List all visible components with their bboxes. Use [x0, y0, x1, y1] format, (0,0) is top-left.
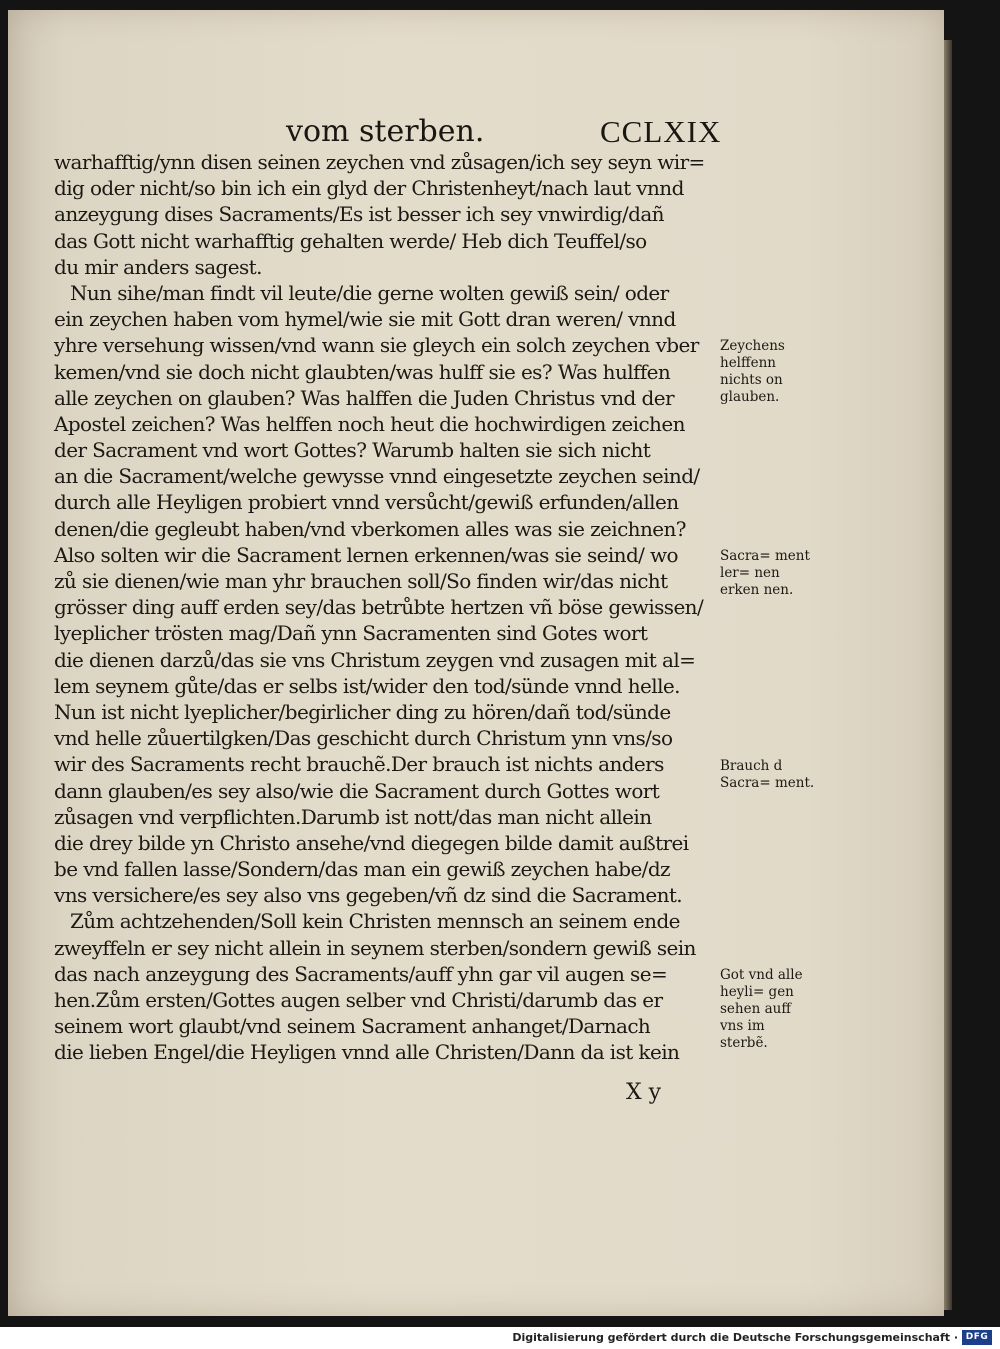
text-line: die lieben Engel/die Heyligen vnnd alle Christen/Dann da ist kein [54, 1040, 680, 1065]
text-line: alle zeychen on glauben? Was halffen die Juden Christus vnd der [54, 385, 674, 410]
text-line: seinem wort glaubt/vnd seinem Sacrament anhanget/Darnach [54, 1014, 651, 1039]
folio-number: CCLXIX [600, 114, 722, 149]
text-line: an die Sacrament/welche gewysse vnnd eingesetzte zeychen seind/ [54, 464, 700, 489]
text-line: der Sacrament vnd wort Gottes? Warumb halten sie sich nicht [54, 438, 651, 463]
body-text [54, 149, 736, 1066]
footer-bar [0, 1327, 1000, 1349]
dfg-logo: DFG [962, 1330, 992, 1345]
text-line: Nun sihe/man findt vil leute/die gerne wolten gewiß sein/ oder [70, 280, 669, 305]
page-edge [944, 40, 952, 1310]
signature-mark: X y [626, 1080, 662, 1105]
text-line: zůsagen vnd verpflichten.Darumb ist nott/das man nicht allein [54, 804, 652, 829]
text-line: denen/die gegleubt haben/vnd vberkomen alles was sie zeichnen? [54, 516, 686, 541]
running-head [8, 114, 944, 154]
margin-note: Got vnd alle heyli= gen sehen auff vns im sterbẽ. [720, 967, 803, 1052]
text-line: hen.Zům ersten/Gottes augen selber vnd Christi/darumb das er [54, 988, 663, 1012]
margin-note: Brauch d Sacra= ment. [720, 757, 815, 791]
text-line: vnd helle zůuertilgken/Das geschicht durch Christum ynn vns/so [54, 726, 673, 751]
margin-note: Sacra= ment ler= nen erken nen. [720, 548, 810, 598]
footer-credit: Digitalisierung gefördert durch die Deutsche Forschungsgemeinschaft · [512, 1331, 958, 1344]
margin-note: Zeychens helffenn nichts on glauben. [720, 338, 785, 406]
text-line: warhafftig/ynn disen seinen zeychen vnd zůsagen/ich sey seyn wir= [54, 150, 705, 174]
running-title: vom sterben. [286, 114, 485, 149]
text-line: du mir anders sagest. [54, 254, 262, 279]
text-line: Also solten wir die Sacrament lernen erkennen/was sie seind/ wo [54, 542, 678, 567]
text-line: durch alle Heyligen probiert vnnd versůcht/gewiß erfunden/allen [54, 490, 679, 515]
text-line: zweyffeln er sey nicht allein in seynem sterben/sondern gewiß sein [54, 935, 696, 960]
text-line: Apostel zeichen? Was helffen noch heut die hochwirdigen zeichen [54, 411, 685, 436]
text-line: dann glauben/es sey also/wie die Sacrament durch Gottes wort [54, 778, 660, 803]
book-page [8, 10, 944, 1316]
text-line: die drey bilde yn Christo ansehe/vnd diegegen bilde damit außtrei [54, 830, 689, 855]
text-line: Nun ist nicht lyeplicher/begirlicher ding zu hören/dañ tod/sünde [54, 699, 671, 724]
text-line: das nach anzeygung des Sacraments/auff yhn gar vil augen se= [54, 961, 668, 986]
text-line: das Gott nicht warhafftig gehalten werde/ Heb dich Teuffel/so [54, 228, 647, 253]
text-line: be vnd fallen lasse/Sondern/das man ein gewiß zeychen habe/dz [54, 857, 670, 882]
text-line: ein zeychen haben vom hymel/wie sie mit Gott dran weren/ vnnd [54, 307, 676, 332]
text-line: die dienen darzů/das sie vns Christum zeygen vnd zusagen mit al= [54, 647, 696, 672]
text-line: lyeplicher trösten mag/Dañ ynn Sacramenten sind Gotes wort [54, 621, 648, 646]
text-line: zů sie dienen/wie man yhr brauchen soll/So finden wir/das nicht [54, 569, 668, 593]
text-line: vns versichere/es sey also vns gegeben/vñ dz sind die Sacrament. [54, 883, 683, 908]
text-line: dig oder nicht/so bin ich ein glyd der Christenheyt/nach laut vnnd [54, 176, 684, 201]
text-line: lem seynem gůte/das er selbs ist/wider den tod/sünde vnnd helle. [54, 673, 680, 698]
text-line: grösser ding auff erden sey/das betrůbte hertzen vñ böse gewissen/ [54, 595, 704, 620]
text-line: yhre versehung wissen/vnd wann sie gleych ein solch zeychen vber [54, 333, 699, 358]
text-line: kemen/vnd sie doch nicht glaubten/was hulff sie es? Was hulffen [54, 359, 671, 384]
text-line: Zům achtzehenden/Soll kein Christen mennsch an seinem ende [70, 909, 680, 934]
text-line: anzeygung dises Sacraments/Es ist besser ich sey vnwirdig/dañ [54, 202, 664, 227]
text-line: wir des Sacraments recht brauchẽ.Der brauch ist nichts anders [54, 752, 664, 777]
